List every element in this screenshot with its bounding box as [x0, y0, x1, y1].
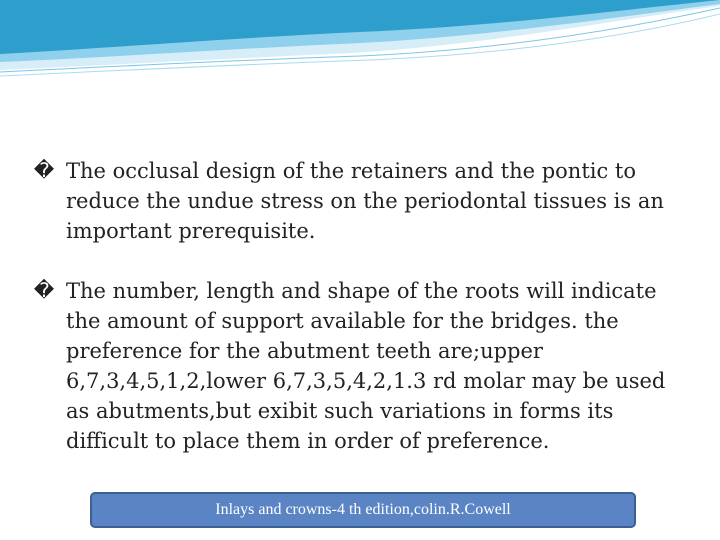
slide-body	[32, 156, 682, 486]
bullet-text: The number, length and shape of the roots will indicate the amount of support available for the bridges. the preference for the abutment teeth are;upper 6,7,3,4,5,1,2,lower 6,7,3,5,4,2,1.3 rd molar may be used as abutments,but exibit such variations in forms its difficult to place them in order of preference.	[66, 279, 666, 453]
bullet-item	[32, 276, 682, 456]
replacement-character-icon: �	[33, 158, 55, 182]
replacement-character-icon: �	[33, 278, 55, 302]
bullet-text: The occlusal design of the retainers and the pontic to reduce the undue stress on the periodontal tissues is an important prerequisite.	[66, 159, 664, 243]
header-wave-decoration	[0, 0, 720, 80]
bullet-item	[32, 156, 682, 246]
citation-box: Inlays and crowns-4 th edition,colin.R.Cowell	[90, 492, 636, 528]
